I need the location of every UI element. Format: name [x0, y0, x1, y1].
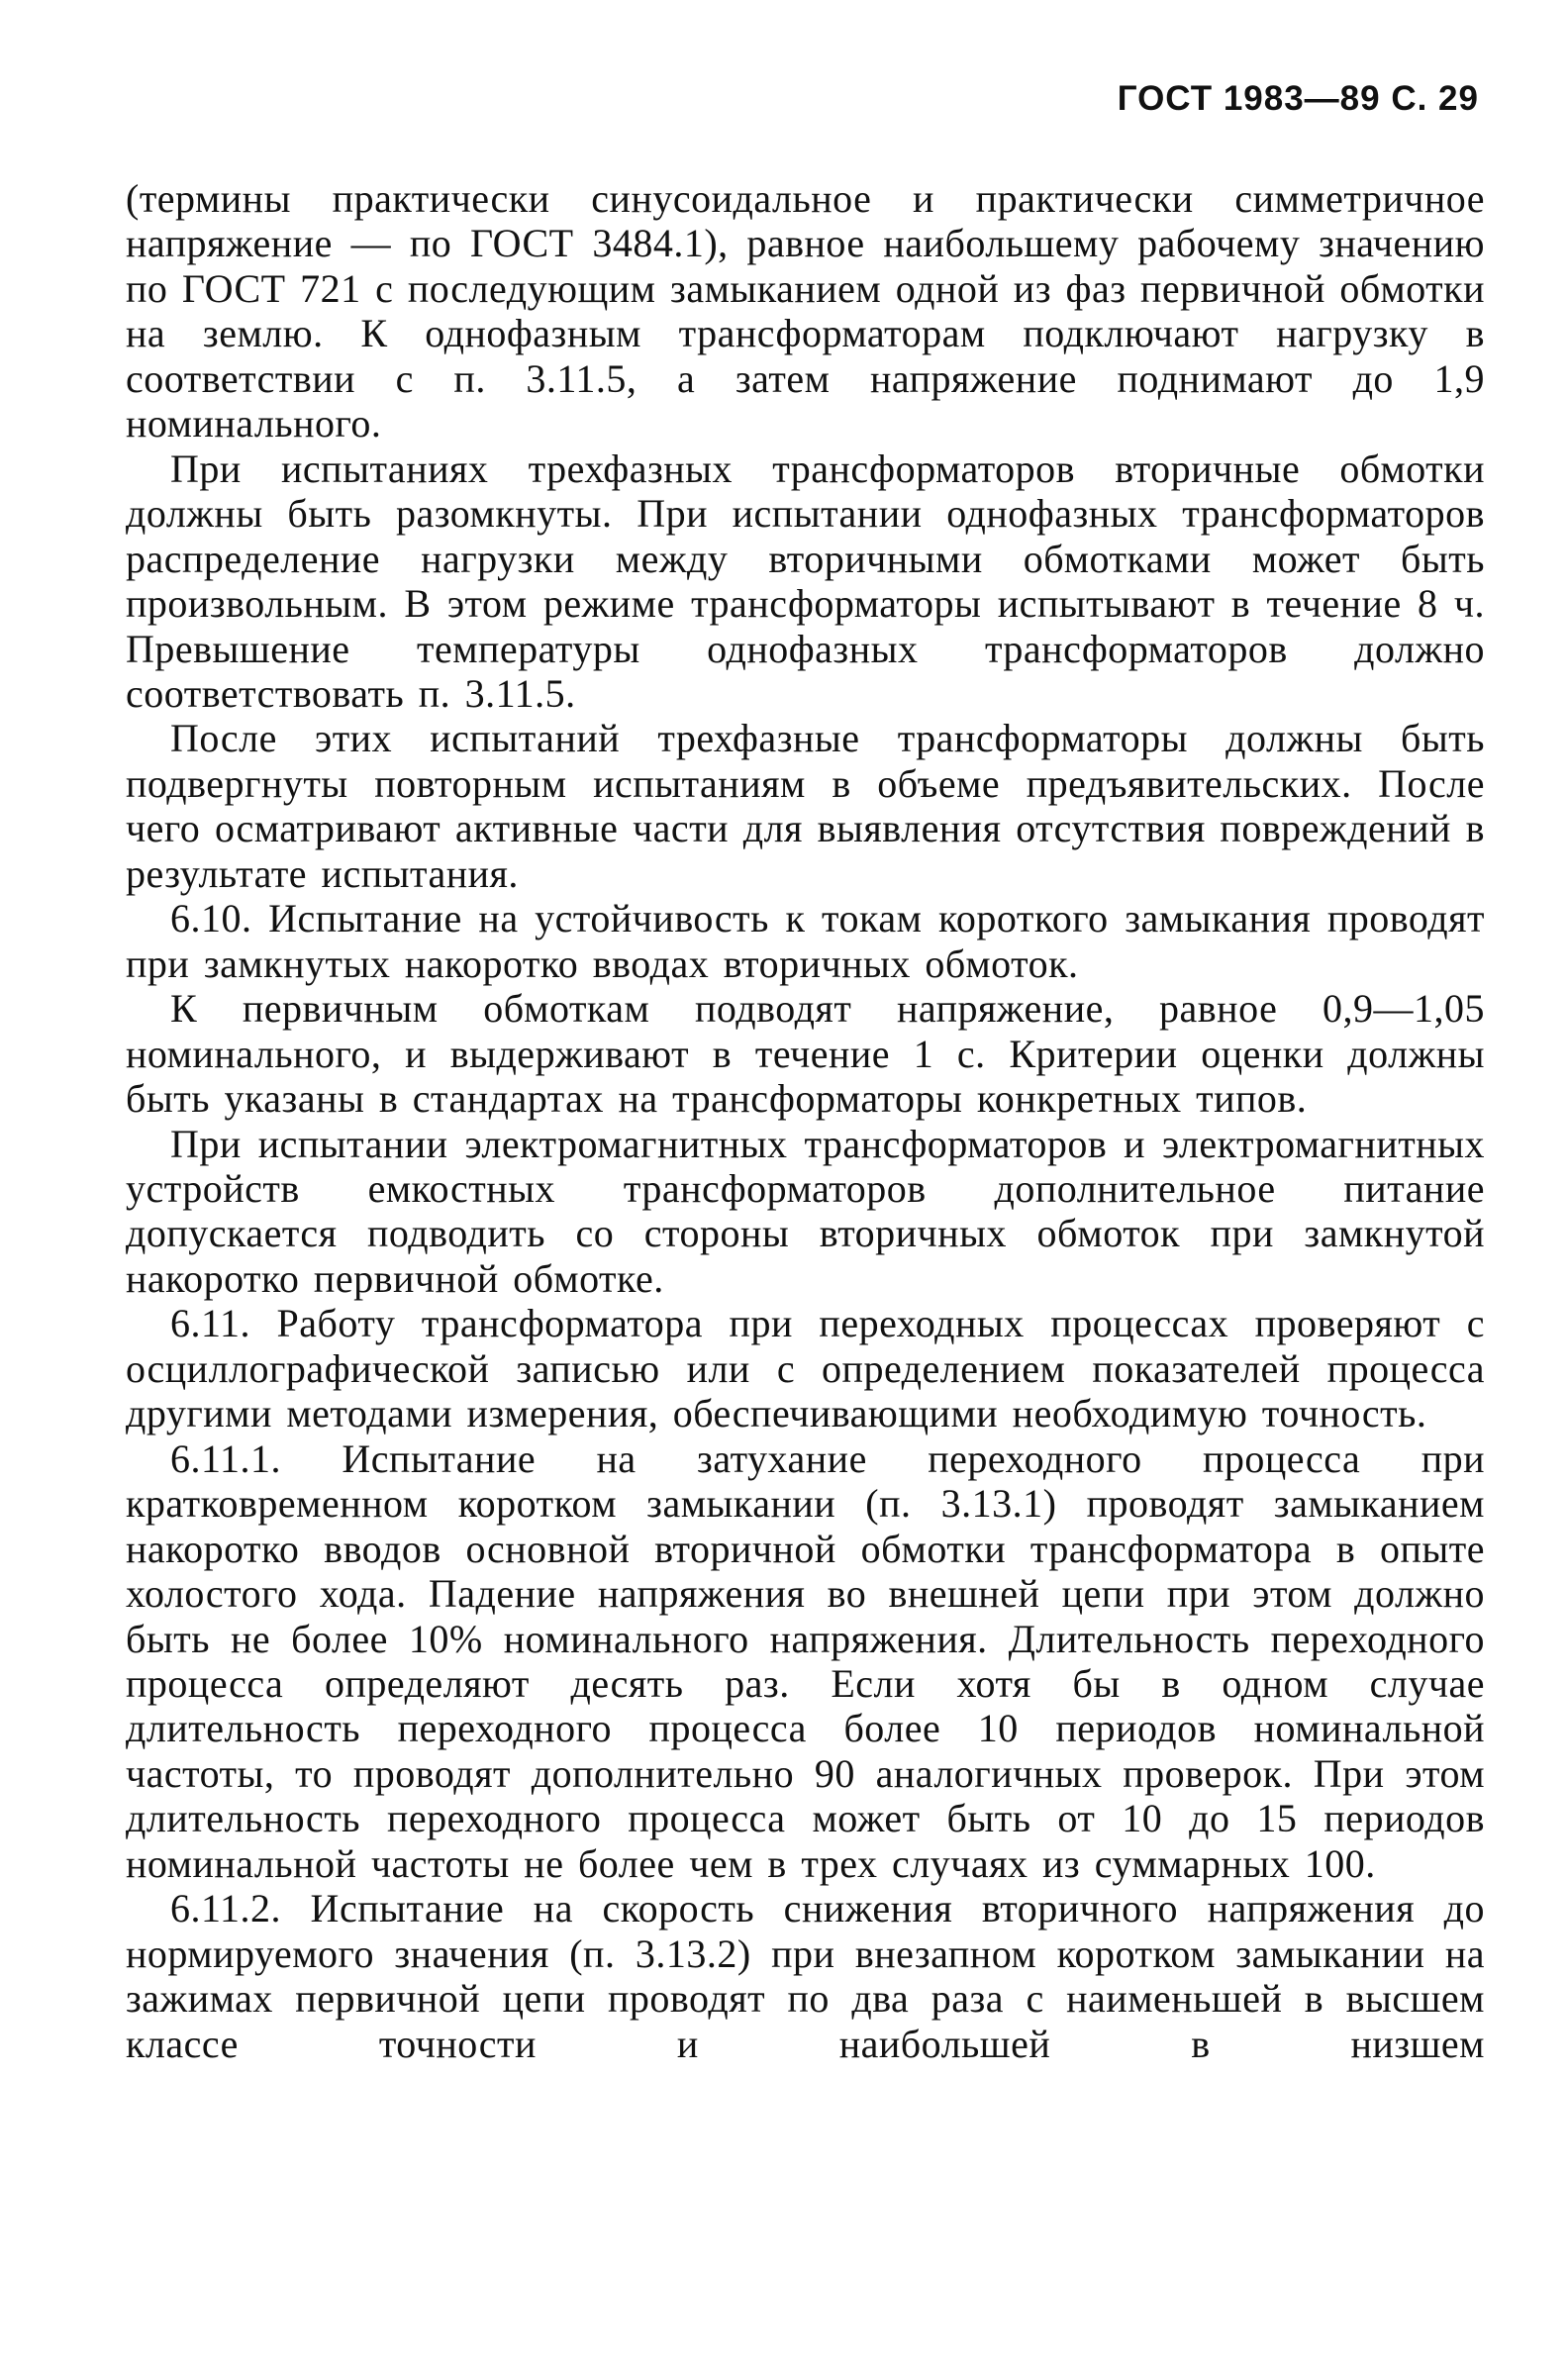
section-6-11-1: 6.11.1. Испытание на затухание переходного процесса при кратковременном коротком замыкании (п. 3.13.1) проводят замыканием накоротко вводов основной вторичной обмотки трансформатора в опыте холостого хода. Падение напряжения во внешней цепи при этом должно быть не более 10% номинального напряжения. Длительность переходного процесса определяют десять раз. Если хотя бы в одном случае длительность переходного процесса более 10 периодов номинальной частоты, то проводят дополнительно 90 аналогичных проверок. При этом длительность переходного процесса может быть от 10 до 15 периодов номинальной частоты не более чем в трех случаях из суммарных 100.	[126, 1435, 1485, 1886]
running-head: ГОСТ 1983—89 С. 29	[1117, 79, 1479, 118]
section-6-11: 6.11. Работу трансформатора при переходных процессах проверяют с осциллографической записью или с определением показателей процесса другими методами измерения, обеспечивающими необходимую точность.	[126, 1301, 1485, 1436]
section-6-11-2: 6.11.2. Испытание на скорость снижения вторичного напряжения до нормируемого значения (п. 3.13.2) при внезапном коротком замыкании на зажимах первичной цепи проводят по два раза с наименьшей в высшем классе точности и наибольшей в низшем	[126, 1886, 1485, 2066]
paragraph-repeat-tests: После этих испытаний трехфазные трансформаторы должны быть подвергнуты повторным испытаниям в объеме предъявительских. После чего осматривают активные части для выявления отсутствия повреждений в результате испытания.	[126, 716, 1485, 896]
paragraph-additional-supply: При испытании электромагнитных трансформаторов и электромагнитных устройств емкостных трансформаторов дополнительное питание допускается подводить со стороны вторичных обмоток при замкнутой накоротко первичной обмотке.	[126, 1121, 1485, 1301]
paragraph-primary-voltage: К первичным обмоткам подводят напряжение, равное 0,9—1,05 номинального, и выдерживают в течение 1 с. Критерии оценки должны быть указаны в стандартах на трансформаторы конкретных типов.	[126, 986, 1485, 1122]
body-text	[126, 176, 1485, 2066]
paragraph-secondary-windings: При испытаниях трехфазных трансформаторов вторичные обмотки должны быть разомкнуты. При испытании однофазных трансформаторов распределение нагрузки между вторичными обмотками может быть произвольным. В этом режиме трансформаторы испытывают в течение 8 ч. Превышение температуры однофазных трансформаторов должно соответствовать п. 3.11.5.	[126, 445, 1485, 716]
paragraph-continuation: (термины практически синусоидальное и практически симметричное напряжение — по ГОСТ 3484.1), равное наибольшему рабочему значению по ГОСТ 721 с последующим замыканием одной из фаз первичной обмотки на землю. К однофазным трансформаторам подключают нагрузку в соответствии с п. 3.11.5, а затем напряжение поднимают до 1,9 номинального.	[126, 176, 1485, 446]
section-6-10: 6.10. Испытание на устойчивость к токам короткого замыкания проводят при замкнутых накоротко вводах вторичных обмоток.	[126, 896, 1485, 986]
